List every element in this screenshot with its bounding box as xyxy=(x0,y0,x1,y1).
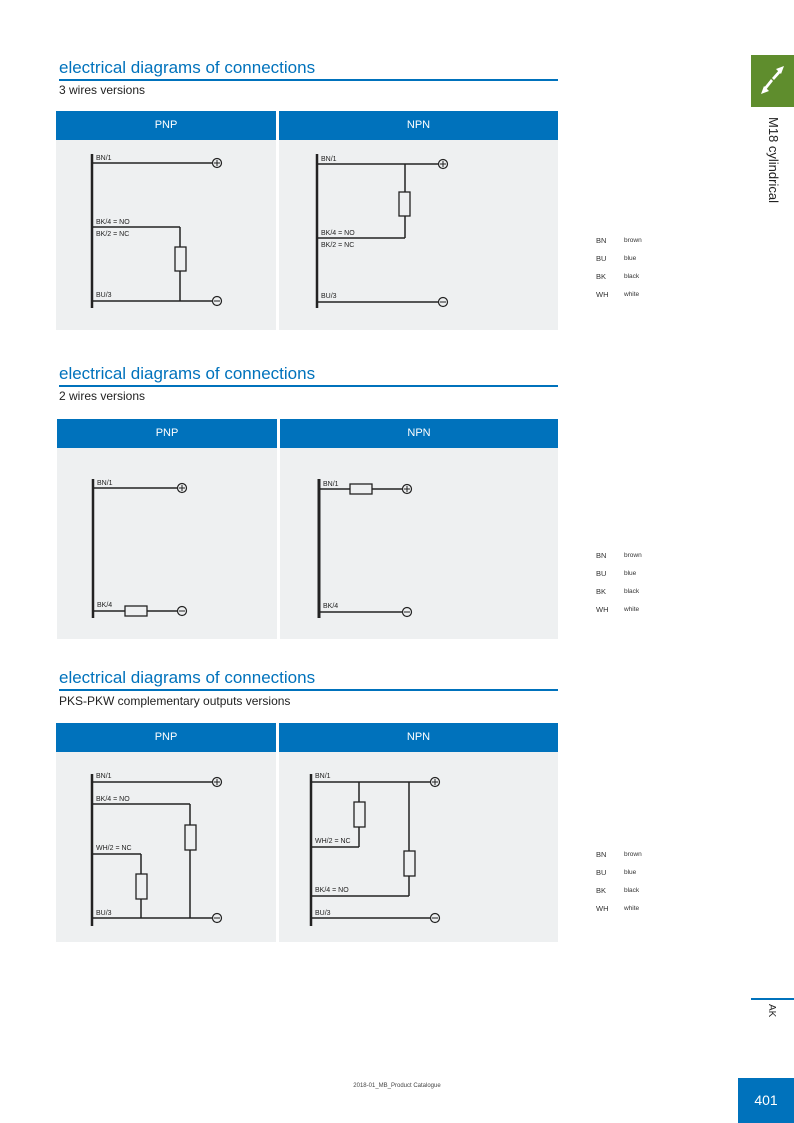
diagram-panel-npn xyxy=(280,419,558,639)
legend-color: white xyxy=(624,904,640,912)
wire-label: BK/4 xyxy=(323,603,339,610)
legend-color: brown xyxy=(624,850,642,858)
diagram-panel-npn xyxy=(279,111,558,330)
legend-code: WH xyxy=(596,903,609,913)
legend-color: blue xyxy=(624,868,637,876)
section-subtitle: 2 wires versions xyxy=(59,389,146,403)
wiring-diagram xyxy=(57,448,277,639)
sensor-arrows-icon xyxy=(759,63,786,99)
wiring-diagram xyxy=(56,752,276,942)
legend-code: BK xyxy=(596,586,607,596)
footer-text: 2018-01_MB_Product Catalogue xyxy=(353,1083,441,1089)
legend-row xyxy=(596,564,696,582)
legend-code: BK xyxy=(596,271,607,281)
panel-header: PNP xyxy=(56,723,276,752)
legend-row xyxy=(596,285,696,303)
wire-label: BN/1 xyxy=(315,773,331,780)
legend-color: blue xyxy=(624,569,637,577)
wire-label: BK/4 = NO xyxy=(96,219,130,226)
wire-label: BN/1 xyxy=(321,156,337,163)
section-title: electrical diagrams of connections xyxy=(59,58,558,81)
legend-row xyxy=(596,600,696,618)
legend-color: black xyxy=(624,272,640,280)
diagram-panel-pnp xyxy=(57,419,277,639)
legend-code: BN xyxy=(596,550,607,560)
wire-label: BK/4 = NO xyxy=(96,796,130,803)
color-legend xyxy=(596,231,696,303)
wire-label: BU/3 xyxy=(96,292,112,299)
category-tab[interactable] xyxy=(751,55,794,107)
legend-code: WH xyxy=(596,289,609,299)
section-title: electrical diagrams of connections xyxy=(59,364,558,387)
wire-label: BK/2 = NC xyxy=(96,231,130,238)
legend-color: black xyxy=(624,587,640,595)
color-legend xyxy=(596,845,696,917)
panel-header: NPN xyxy=(280,419,558,448)
legend-row xyxy=(596,863,696,881)
legend-color: brown xyxy=(624,551,642,559)
wire-label: BK/4 = NO xyxy=(315,887,349,894)
section-subtitle: PKS-PKW complementary outputs versions xyxy=(59,694,291,708)
wire-label: BU/3 xyxy=(321,293,337,300)
legend-code: WH xyxy=(596,604,609,614)
wire-label: BK/4 xyxy=(97,602,113,609)
diagram-panel-pnp xyxy=(56,111,276,330)
legend-row xyxy=(596,231,696,249)
page-number: 401 xyxy=(738,1078,794,1123)
legend-code: BU xyxy=(596,568,607,578)
diagram-panel-pnp xyxy=(56,723,276,942)
wire-label: BU/3 xyxy=(96,910,112,917)
legend-color: black xyxy=(624,886,640,894)
legend-code: BN xyxy=(596,235,607,245)
legend-color: white xyxy=(624,290,640,298)
panel-header: PNP xyxy=(56,111,276,140)
wiring-diagram xyxy=(279,752,558,942)
wire-label: BN/1 xyxy=(323,481,339,488)
legend-color: blue xyxy=(624,254,637,262)
legend-color: brown xyxy=(624,236,642,244)
legend-code: BN xyxy=(596,849,607,859)
wire-label: BN/1 xyxy=(96,773,112,780)
wire-label: BU/3 xyxy=(315,910,331,917)
legend-code: BU xyxy=(596,867,607,877)
legend-row xyxy=(596,845,696,863)
section-code: AK xyxy=(766,1004,777,1018)
legend-row xyxy=(596,582,696,600)
wiring-diagram xyxy=(279,140,558,330)
legend-row xyxy=(596,899,696,917)
panel-header: NPN xyxy=(279,723,558,752)
diagram-panel-npn xyxy=(279,723,558,942)
wire-label: BK/2 = NC xyxy=(321,242,355,249)
legend-code: BK xyxy=(596,885,607,895)
wiring-diagram xyxy=(280,448,558,639)
wire-label: WH/2 = NC xyxy=(96,845,132,852)
wire-label: BK/4 = NO xyxy=(321,230,355,237)
panel-header: NPN xyxy=(279,111,558,140)
legend-row xyxy=(596,267,696,285)
wiring-diagram xyxy=(56,140,276,330)
section-title: electrical diagrams of connections xyxy=(59,668,558,691)
category-label: M18 cylindrical xyxy=(766,117,781,203)
section-subtitle: 3 wires versions xyxy=(59,83,146,97)
divider xyxy=(751,998,794,1000)
wire-label: BN/1 xyxy=(97,480,113,487)
legend-row xyxy=(596,546,696,564)
color-legend xyxy=(596,546,696,618)
wire-label: WH/2 = NC xyxy=(315,838,351,845)
legend-color: white xyxy=(624,605,640,613)
panel-header: PNP xyxy=(57,419,277,448)
legend-row xyxy=(596,881,696,899)
legend-row xyxy=(596,249,696,267)
legend-code: BU xyxy=(596,253,607,263)
wire-label: BN/1 xyxy=(96,155,112,162)
